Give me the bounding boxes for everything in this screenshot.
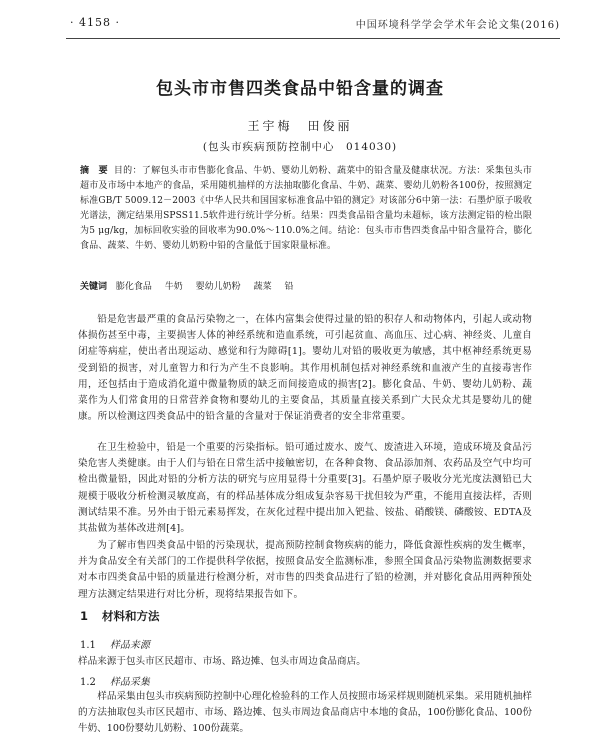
keywords bbox=[80, 279, 532, 292]
header-rule bbox=[66, 38, 560, 39]
subsection-text: 样品来源于包头市区民超市、市场、路边摊、包头市周边食品商店。 bbox=[78, 656, 366, 667]
abstract-label: 摘 要 bbox=[80, 166, 108, 176]
keywords-label: 关键词 bbox=[80, 282, 108, 292]
subsection-number: 1.2 bbox=[80, 677, 96, 688]
paper-title: 包头市市售四类食品中铅含量的调查 bbox=[156, 79, 444, 99]
section-number: 1 bbox=[80, 609, 89, 623]
subsection-heading bbox=[80, 673, 150, 688]
keyword: 蔬菜 bbox=[253, 282, 272, 292]
running-header bbox=[70, 16, 560, 38]
subsection-number: 1.1 bbox=[80, 640, 96, 651]
keyword: 铅 bbox=[284, 282, 294, 292]
section-title: 材料和方法 bbox=[102, 609, 160, 623]
body-paragraph: 为了解市售四类食品中铅的污染现状，提高预防控制食物疾病的能力，降低食源性疾病的发生概率，并为食品安全有关部门的工作提供科学依据，按照食品安全监测标准，参照全国食品污染物监测数据要求对本市四类食品中铅的质量进行检测分析，对市售的四类食品进行了铅的检测，并对膨化食品用两种预处理方法测定结果进行对比分析，现将结果报告如下。 bbox=[78, 540, 532, 600]
authors: 王宇梅 田俊丽 bbox=[247, 119, 353, 133]
page-number: · 4158 · bbox=[70, 16, 120, 29]
subsection-title: 样品来源 bbox=[109, 640, 150, 651]
section-heading bbox=[80, 608, 160, 624]
keyword: 婴幼儿奶粉 bbox=[195, 282, 241, 292]
abstract bbox=[80, 164, 532, 253]
keyword: 膨化食品 bbox=[115, 282, 152, 292]
affiliation: (包头市疾病预防控制中心 014030) bbox=[202, 141, 398, 153]
subsection-heading bbox=[80, 636, 150, 651]
body-paragraph: 在卫生检验中，铅是一个重要的污染指标。铅可通过废水、废气、废渣进入环境，造成环境及食品污染危害人类健康。由于人们与铅在日常生活中接触密切，在各种食物、食品添加剂、农药品及空气中均可检出微量铅，因此对铅的分析方法的研究与应用显得十分重要[3]。石墨炉原子吸收分光光度法测铅已大规模于吸收分析检测灵敏度高，有的样品基体成分组成复杂容易干扰但较为严重，不能用直接法样，否则测试结果不准。另外由于铅元素易挥发，在灰化过程中提出加入钯盐、铵盐、硝酸镁、磷酸铵、EDTA及其盐做为基体改进剂[4]。 bbox=[78, 442, 532, 535]
keyword: 牛奶 bbox=[164, 282, 183, 292]
subsection-title: 样品采集 bbox=[109, 677, 150, 688]
abstract-text: 目的：了解包头市市售膨化食品、牛奶、婴幼儿奶粉、蔬菜中的铅含量及健康状况。方法：采集包头市超市及市场中本地产的食品，采用随机抽样的方法抽取膨化食品、牛奶、蔬菜、婴幼儿奶粉各100份，按照测定标准GB/T 5009.12－2003《中华人民共和国国家标准食品中铅的测定》对该部分6中第一法：石墨炉原子吸收光谱法，测定结果用SPSS11.5软件进行统计学分析。结果：四类食品铅含量均未超标，该方法测定铅的检出限为5 μg/kg，加标回收实验的回收率为90.0%～110.0%之间。结论：包头市市售四类食品中铅含量符合，膨化食品、蔬菜、牛奶、婴幼儿奶粉中铅的含量低于国家限量标准。 bbox=[80, 166, 532, 251]
body-paragraph: 铅是危害最严重的食品污染物之一，在体内富集会使得过量的铅的积存人和动物体内，引起人或动物体损伤甚至中毒，主要损害人体的神经系统和造血系统，可引起贫血、高血压、过心病、神经炎、儿童自闭症等病症，使出者出现运动、感觉和行为障碍[1]。婴幼儿对铅的吸收更为敏感，其中枢神经系统更易受到铅的损害，对儿童智力和行为产生不良影响。其作用机制包括对神经系统和血液产生的直接毒害作用，还包括由于造成消化道中微量物质的缺乏而间接造成的损害[2]。膨化食品、牛奶、婴幼儿奶粉、蔬菜作为人们常食用的日常营养食物和婴幼儿的主要食品，其质量直接关系到广大民众尤其是婴幼儿的健康。所以检测这四类食品中的铅含量的含量对于保证消费者的安全非常重要。 bbox=[78, 314, 532, 423]
journal-title: 中国环境科学学会学术年会论文集(2016) bbox=[355, 20, 560, 31]
subsection-text: 样品采集由包头市疾病预防控制中心理化检验科的工作人员按照市场采样规则随机采集。采用随机抽样的方法抽取包头市区民超市、市场、路边摊、包头市周边食品商店中本地的食品，100份膨化食品、100份牛奶、100份婴幼儿奶粉、100份蔬菜。 bbox=[78, 691, 532, 735]
